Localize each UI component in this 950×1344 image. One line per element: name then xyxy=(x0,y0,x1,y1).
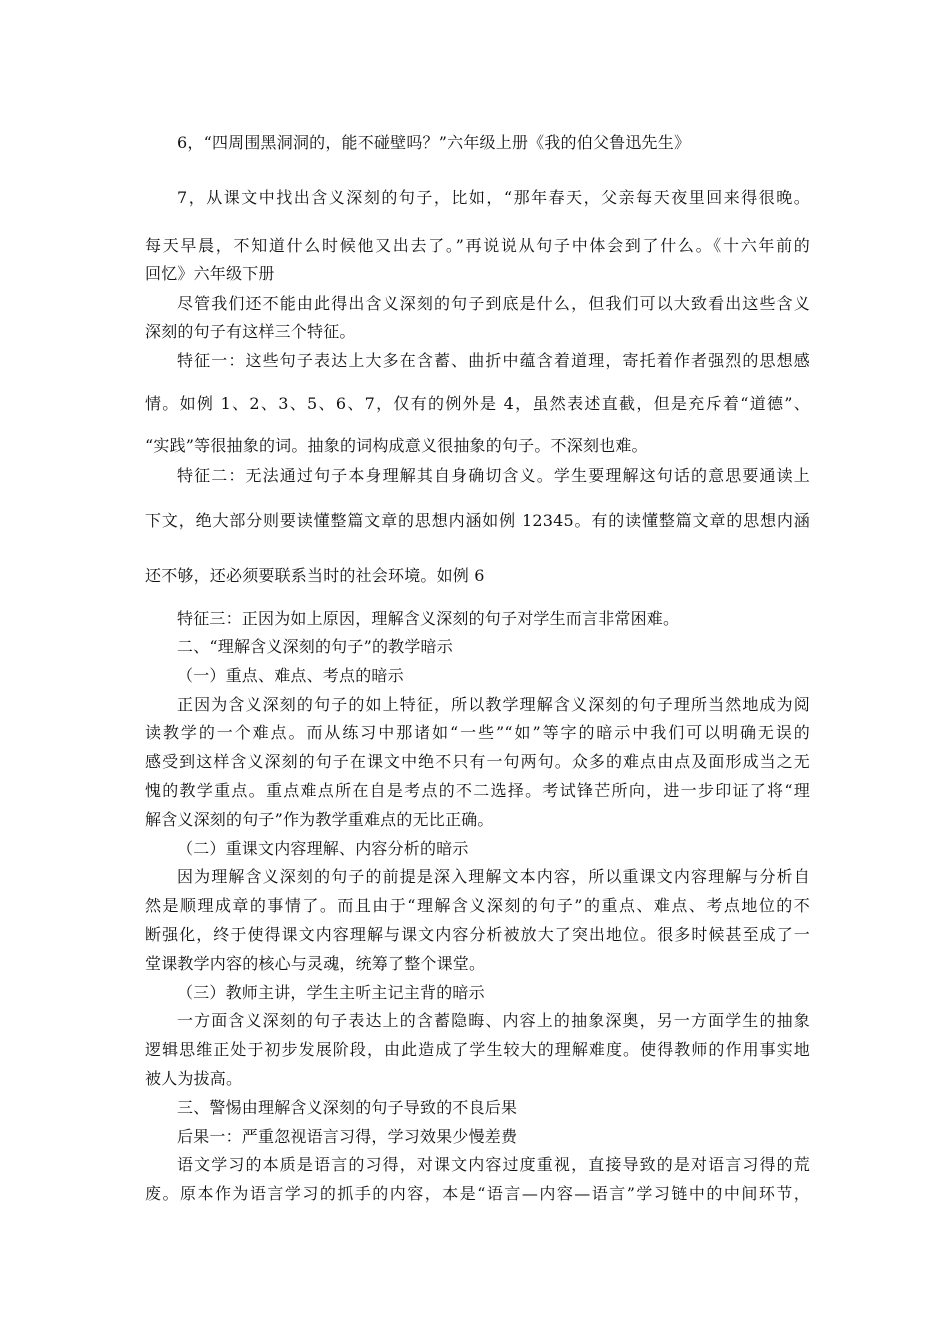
text-line: 逻辑思维正处于初步发展阶段，由此造成了学生较大的理解难度。使得教师的作用事实地 xyxy=(145,1040,810,1059)
text-line: 感受到这样含义深刻的句子在课文中绝不只有一句两句。众多的难点由点及面形成当之无 xyxy=(145,752,810,771)
text-line: 正因为含义深刻的句子的如上特征，所以教学理解含义深刻的句子理所当然地成为阅 xyxy=(177,695,810,714)
text-line: 因为理解含义深刻的句子的前提是深入理解文本内容，所以重课文内容理解与分析自 xyxy=(177,867,810,886)
text-line: 读教学的一个难点。而从练习中那诸如“一些”“如”等字的暗示中我们可以明确无误的 xyxy=(145,723,810,742)
subsection-heading: （一）重点、难点、考点的暗示 xyxy=(177,666,404,685)
text-line: 解含义深刻的句子”作为教学重难点的无比正确。 xyxy=(145,810,494,829)
text-line: 深刻的句子有这样三个特征。 xyxy=(145,322,356,341)
text-line: 后果一：严重忽视语言习得，学习效果少慢差费 xyxy=(177,1127,518,1146)
text-line: 特征一：这些句子表达上大多在含蓄、曲折中蕴含着道理，寄托着作者强烈的思想感 xyxy=(177,351,810,370)
text-line: “实践”等很抽象的词。抽象的词构成意义很抽象的句子。不深刻也难。 xyxy=(145,436,648,455)
text-line: 断强化，终于使得课文内容理解与课文内容分析被放大了突出地位。很多时候甚至成了一 xyxy=(145,925,810,944)
text-line: 愧的教学重点。重点难点所在自是考点的不二选择。考试锋芒所向，进一步印证了将“理 xyxy=(145,781,810,800)
text-line: 尽管我们还不能由此得出含义深刻的句子到底是什么，但我们可以大致看出这些含义 xyxy=(177,294,810,313)
text-line: 被人为拔高。 xyxy=(145,1069,243,1088)
text-line: 废。原本作为语言学习的抓手的内容，本是“语言—内容—语言”学习链中的中间环节， xyxy=(145,1184,810,1203)
text-line: 每天早晨，不知道什么时候他又出去了。”再说说从句子中体会到了什么。《十六年前的 xyxy=(145,236,810,255)
text-line: 情。如例 1、2、3、5、6、7，仅有的例外是 4，虽然表述直截，但是充斥着“道德”、 xyxy=(145,394,810,413)
text-line: 然是顺理成章的事情了。而且由于“理解含义深刻的句子”的重点、难点、考点地位的不 xyxy=(145,896,810,915)
text-line: 一方面含义深刻的句子表达上的含蓄隐晦、内容上的抽象深奥，另一方面学生的抽象 xyxy=(177,1011,810,1030)
section-heading: 二、“理解含义深刻的句子”的教学暗示 xyxy=(177,637,453,656)
text-line: 特征二：无法通过句子本身理解其自身确切含义。学生要理解这句话的意思要通读上 xyxy=(177,466,810,485)
text-line: 下文，绝大部分则要读懂整篇文章的思想内涵如例 12345。有的读懂整篇文章的思想内涵 xyxy=(145,511,810,530)
text-line: 6，“四周围黑洞洞的，能不碰壁吗？”六年级上册《我的伯父鲁迅先生》 xyxy=(177,133,691,152)
text-line: 7，从课文中找出含义深刻的句子，比如，“那年春天，父亲每天夜里回来得很晚。 xyxy=(177,188,810,207)
text-line: 堂课教学内容的核心与灵魂，统筹了整个课堂。 xyxy=(145,954,486,973)
text-line: 特征三：正因为如上原因，理解含义深刻的句子对学生而言非常困难。 xyxy=(177,609,680,628)
text-line: 还不够，还必须要联系当时的社会环境。如例 6 xyxy=(145,566,485,585)
subsection-heading: （二）重课文内容理解、内容分析的暗示 xyxy=(177,839,469,858)
subsection-heading: （三）教师主讲，学生主听主记主背的暗示 xyxy=(177,983,485,1002)
text-line: 语文学习的本质是语言的习得，对课文内容过度重视，直接导致的是对语言习得的荒 xyxy=(177,1155,810,1174)
text-line: 回忆》六年级下册 xyxy=(145,264,275,283)
section-heading: 三、警惕由理解含义深刻的句子导致的不良后果 xyxy=(177,1098,518,1117)
